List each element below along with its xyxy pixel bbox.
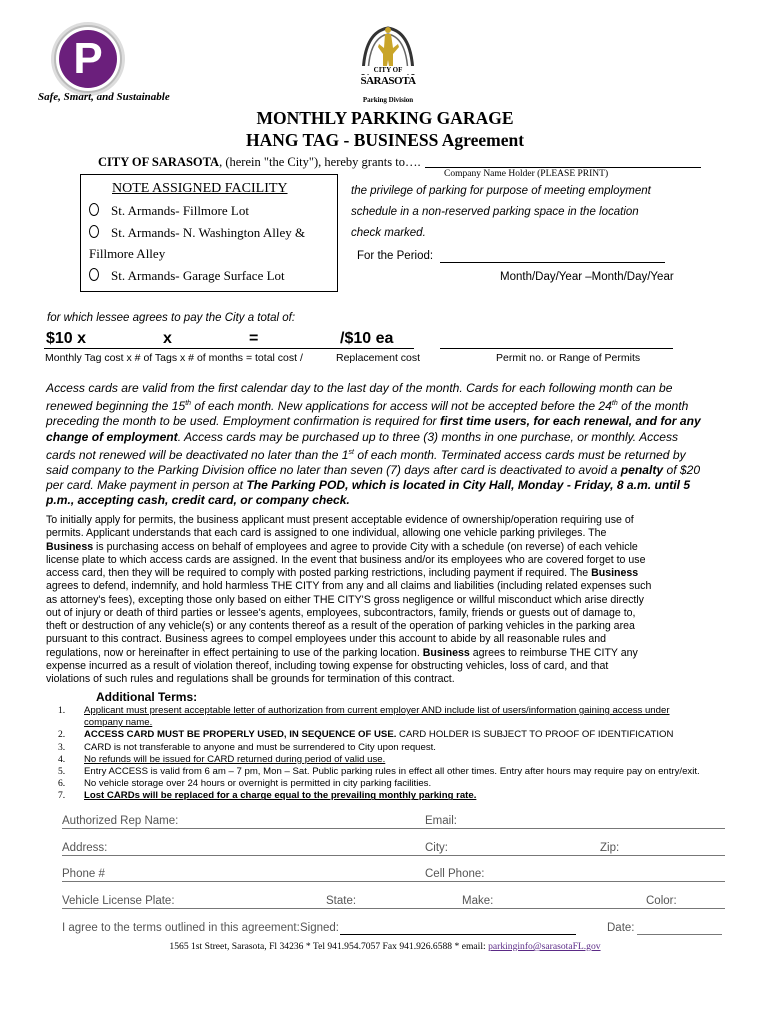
body-line: violations of such rules and regulations shall be grounds for termination of this contract. xyxy=(46,673,455,685)
color-label: Color: xyxy=(646,895,677,907)
body-line: as attorney's fees), excepting those only based on either THE CITY'S gross negligence or willful misconduct which arise directly xyxy=(46,593,644,606)
privilege-line3: check marked. xyxy=(351,227,426,239)
cell-label: Cell Phone: xyxy=(425,868,485,880)
body-line: license plate to which access cards are assigned. In the event that business and/or its employees who are covered forget to use xyxy=(46,553,646,566)
title-line2: HANG TAG - BUSINESS Agreement xyxy=(245,130,525,150)
access-line: per card. Make payment in person at The Parking POD, which is located in City Hall, Monday - Friday, 8 a.m. until 5 xyxy=(46,478,691,493)
footer xyxy=(0,941,770,952)
term-item: 2. ACCESS CARD MUST BE PROPERLY USED, IN SEQUENCE OF USE. CARD HOLDER IS SUBJECT TO PROOF OF IDENTIFICATION xyxy=(58,729,674,741)
radio-circle-icon xyxy=(89,268,99,281)
term-item-continued: company name. xyxy=(84,717,153,729)
parking-logo xyxy=(54,25,122,93)
address-label: Address: xyxy=(62,842,108,854)
city-seal xyxy=(357,20,419,106)
period-caption: Month/Day/Year –Month/Day/Year xyxy=(500,271,674,283)
radio-circle-icon xyxy=(89,203,99,216)
caption-permit: Permit no. or Range of Permits xyxy=(496,352,641,364)
body-line: access card, then they will be required to comply with posted parking restrictions, including payment if required. The Business xyxy=(46,567,639,579)
phone-label: Phone # xyxy=(62,868,105,880)
period-field[interactable] xyxy=(440,262,665,263)
company-caption: Company Name Holder (PLEASE PRINT) xyxy=(444,169,609,179)
body-line: regulations, now or hereinafter in effect pertaining to use of the parking location. Business agrees to reimburse THE CITY any xyxy=(46,646,638,659)
term-item: 6. No vehicle storage over 24 hours or overnight is permitted in city parking facilities. xyxy=(58,778,432,790)
option-label: St. Armands- Garage Surface Lot xyxy=(111,268,285,283)
term-item: 1. Applicant must present acceptable letter of authorization from current employer AND include list of users/information gaining access under xyxy=(58,705,670,716)
privilege-line2: schedule in a non-reserved parking space in the location xyxy=(351,206,639,218)
cost-intro: for which lessee agrees to pay the City a total of: xyxy=(47,312,296,324)
period-label: For the Period: xyxy=(357,250,434,262)
zip-label: Zip: xyxy=(600,842,620,854)
cost-replacement: /$10 ea xyxy=(340,330,394,347)
cost-times: x xyxy=(163,330,172,347)
seal-division: Parking Division xyxy=(362,96,414,104)
parking-p-letter: P xyxy=(73,34,103,83)
option-label: St. Armands- Fillmore Lot xyxy=(111,203,249,218)
access-line: said company to the Parking Division office no later than seven (7) days after card is deactivated to avoid a penalty of $20 xyxy=(46,463,701,478)
agree-label: I agree to the terms outlined in this agreement: xyxy=(62,922,300,934)
grant-rest: , (herein "the City"), hereby grants to…. xyxy=(219,155,421,169)
option-label: St. Armands- N. Washington Alley & xyxy=(111,225,306,240)
terms-heading: Additional Terms: xyxy=(96,690,198,704)
caption-formula: Monthly Tag cost x # of Tags x # of months = total cost / xyxy=(45,352,303,364)
rep-name-label: Authorized Rep Name: xyxy=(62,815,179,827)
body-line: agrees to defend, indemnify, and hold harmless THE CITY from any and all claims and liabilities (including related expenses such xyxy=(46,580,652,593)
facility-heading: NOTE ASSIGNED FACILITY xyxy=(112,181,288,196)
body-paragraph xyxy=(46,514,746,686)
term-item: 7. Lost CARDs will be replaced for a charge equal to the prevailing monthly parking rate. xyxy=(58,790,477,802)
access-line: renewed beginning the 15th of each month. New applications for access will not be accepted before the 24th of the month xyxy=(46,399,689,414)
address-field[interactable] xyxy=(62,855,725,856)
signed-label: Signed: xyxy=(300,922,340,934)
facility-option-fillmore-lot[interactable] xyxy=(89,203,249,219)
footer-email-link[interactable]: parkinginfo@sarasotaFL.gov xyxy=(488,941,601,952)
title-line1: MONTHLY PARKING GARAGE xyxy=(256,108,514,128)
body-line: To initially apply for permits, the business applicant must present acceptable evidence of ownership/operation requiring use of xyxy=(46,514,634,526)
access-line: preceding the month to be used. Employment confirmation is required for first time users, for each renewal, and for any xyxy=(46,414,701,429)
body-line: theft or destruction of any vehicle(s) or any contents thereof as a result of the operation of parking vehicles in the parking area xyxy=(46,620,635,632)
access-line: p.m., accepting cash, credit card, or company check. xyxy=(46,493,350,508)
access-line: Access cards are valid from the first calendar day to the last day of the month. Cards for each following month can be xyxy=(46,381,673,395)
access-line: cards not renewed will be deactivated no later than the 1st of each month. Terminated access cards must be returned by xyxy=(46,447,686,462)
access-paragraph xyxy=(46,381,736,509)
caption-replacement: Replacement cost xyxy=(336,352,421,364)
signature-field[interactable] xyxy=(340,934,576,935)
grant-city: CITY OF SARASOTA xyxy=(98,155,220,169)
body-line: expense incurred as a result of violation thereof, including towing expense for obstructing vehicles, loss of card, and that xyxy=(46,659,609,672)
city-label: City: xyxy=(425,842,448,854)
radio-circle-icon xyxy=(89,225,99,238)
access-line: change of employment. Access cards may be purchased up to three (3) months in one purchase, or monthly. Access xyxy=(46,429,679,444)
email-label: Email: xyxy=(425,815,457,827)
terms-list xyxy=(58,705,758,803)
state-label: State: xyxy=(326,895,357,907)
rep-name-email-field[interactable] xyxy=(62,828,725,829)
body-line: pursuant to this contract. Business agrees to compel employees under this account to abide by all reasonable rules and xyxy=(46,633,607,646)
grant-line xyxy=(98,155,421,170)
body-line: Business is purchasing access on behalf of employees and agree to provide City with a schedule (on reverse) of each vehicle xyxy=(46,540,638,553)
facility-option-continued: Fillmore Alley xyxy=(89,246,166,261)
date-label: Date: xyxy=(607,922,635,934)
body-line: permits. Applicant understands that each card is assigned to one individual, allowing one vehicle parking privileges. The xyxy=(46,527,607,540)
permit-range-field[interactable] xyxy=(440,348,673,349)
cost-equals: = xyxy=(249,330,259,347)
seal-sarasota: SARASOTA xyxy=(357,75,419,87)
privilege-line1: the privilege of parking for purpose of meeting employment xyxy=(351,185,651,197)
date-field[interactable] xyxy=(637,934,722,935)
footer-text: 1565 1st Street, Sarasota, Fl 34236 * Tel 941.954.7057 Fax 941.926.6588 * email: xyxy=(169,941,489,952)
phone-field[interactable] xyxy=(62,881,725,882)
company-name-field[interactable] xyxy=(425,167,701,168)
plate-label: Vehicle License Plate: xyxy=(62,895,175,907)
vehicle-field[interactable] xyxy=(62,908,725,909)
term-item: 4. No refunds will be issued for CARD returned during period of valid use. xyxy=(58,753,386,765)
term-item: 3. CARD is not transferable to anyone and must be surrendered to City upon request. xyxy=(58,741,436,753)
term-item: 5. Entry ACCESS is valid from 6 am – 7 pm, Mon – Sat. Public parking rules in effect all other times. Entry after hours may require pay on entry/exit. xyxy=(58,766,700,778)
cost-amount: $10 x xyxy=(46,330,87,347)
seal-city-of: CITY OF xyxy=(359,66,417,74)
body-line: out of injury or death of third parties or lessee's agents, employees, subcontractors, family, friends or guests out of damage to, xyxy=(46,606,636,619)
tag-count-field[interactable] xyxy=(44,348,414,349)
facility-option-garage-surface[interactable] xyxy=(89,268,285,284)
tagline: Safe, Smart, and Sustainable xyxy=(38,91,170,103)
facility-option-washington-alley[interactable] xyxy=(89,225,305,241)
make-label: Make: xyxy=(462,895,494,907)
